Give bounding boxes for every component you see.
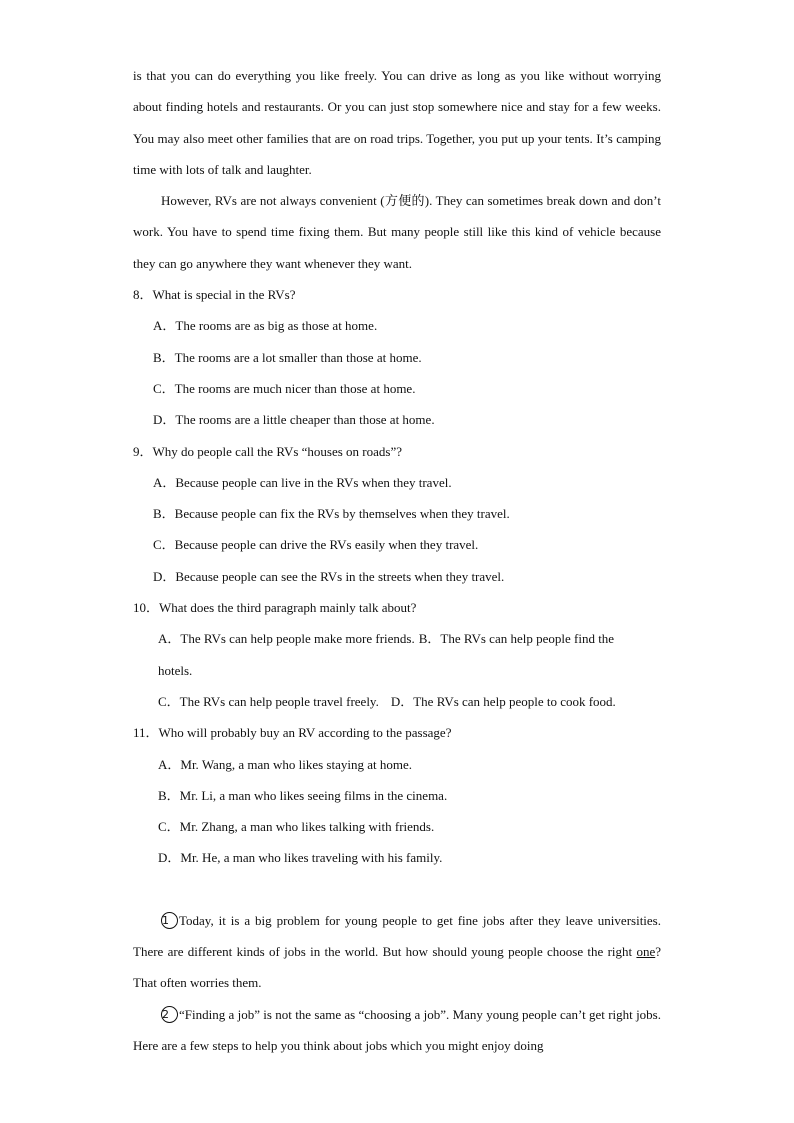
option-b: B．The rooms are a lot smaller than those at home. <box>153 349 422 365</box>
option-b: B．The RVs can help people find the <box>418 631 615 647</box>
option-row-cd <box>133 686 661 717</box>
question-11 <box>133 717 661 873</box>
option-a: A．The rooms are as big as those at home. <box>153 318 378 334</box>
option-b-continued: hotels. <box>158 662 193 678</box>
passage2-paragraph-2 <box>133 999 661 1062</box>
question-stem: 11．Who will probably buy an RV according to the passage? <box>133 725 452 741</box>
paragraph-number-1: 1 <box>161 912 178 929</box>
option-d: D．Mr. He, a man who likes traveling with his family. <box>158 850 443 866</box>
option-a: A．Mr. Wang, a man who likes staying at home. <box>158 756 412 772</box>
question-stem: 9．Why do people call the RVs “houses on roads”? <box>133 443 403 459</box>
option-b: B．Because people can fix the RVs by themselves when they travel. <box>153 506 510 522</box>
option-c: C．The RVs can help people travel freely. <box>158 693 379 709</box>
option-d: D．Because people can see the RVs in the streets when they travel. <box>153 568 505 584</box>
passage2-paragraph-1 <box>133 905 661 999</box>
question-10 <box>133 592 661 717</box>
option-b: B．Mr. Li, a man who likes seeing films in the cinema. <box>158 787 448 803</box>
question-9 <box>133 436 661 592</box>
document-page <box>133 60 661 1061</box>
option-d: D．The RVs can help people to cook food. <box>390 693 616 709</box>
paragraph-text: “Finding a job” is not the same as “choosing a job”. Many young people can’t get right jobs. Here are a few steps to help you think about jobs which you might enjoy doing <box>133 1006 661 1053</box>
question-8 <box>133 279 661 435</box>
option-a: A．Because people can live in the RVs when they travel. <box>153 474 452 490</box>
paragraph-text: Today, it is a big problem for young people to get fine jobs after they leave universities. There are different kinds of jobs in the world. But how should young people choose the right <box>133 912 661 960</box>
option-c: C．The rooms are much nicer than those at home. <box>153 380 416 396</box>
question-stem: 8．What is special in the RVs? <box>133 287 296 303</box>
option-c: C．Because people can drive the RVs easily when they travel. <box>153 537 479 553</box>
paragraph-number-2: 2 <box>161 1006 178 1023</box>
question-stem: 10．What does the third paragraph mainly talk about? <box>133 600 417 616</box>
passage1-paragraph-however: However, RVs are not always convenient (方便的). They can sometimes break down and don’t work. You have to spend time fixing them. But many people still like this kind of vehicle because they can go anywhere they want whenever they want. <box>133 193 661 271</box>
option-a: A．The RVs can help people make more friends. <box>158 631 415 647</box>
option-d: D．The rooms are a little cheaper than those at home. <box>153 412 435 428</box>
option-c: C．Mr. Zhang, a man who likes talking with friends. <box>158 819 435 835</box>
underlined-word: one <box>636 944 656 960</box>
section-gap <box>133 874 661 905</box>
paragraph-text: ? That often worries them. <box>133 944 661 991</box>
option-row-ab <box>133 623 661 654</box>
passage1-paragraph-continued: is that you can do everything you like freely. You can drive as long as you like without worrying about finding hotels and restaurants. Or you can just stop somewhere nice and stay for a few weeks. You may also meet other families that are on road trips. Together, you put up your tents. It’s camping time with lots of talk and laughter. <box>133 68 661 177</box>
